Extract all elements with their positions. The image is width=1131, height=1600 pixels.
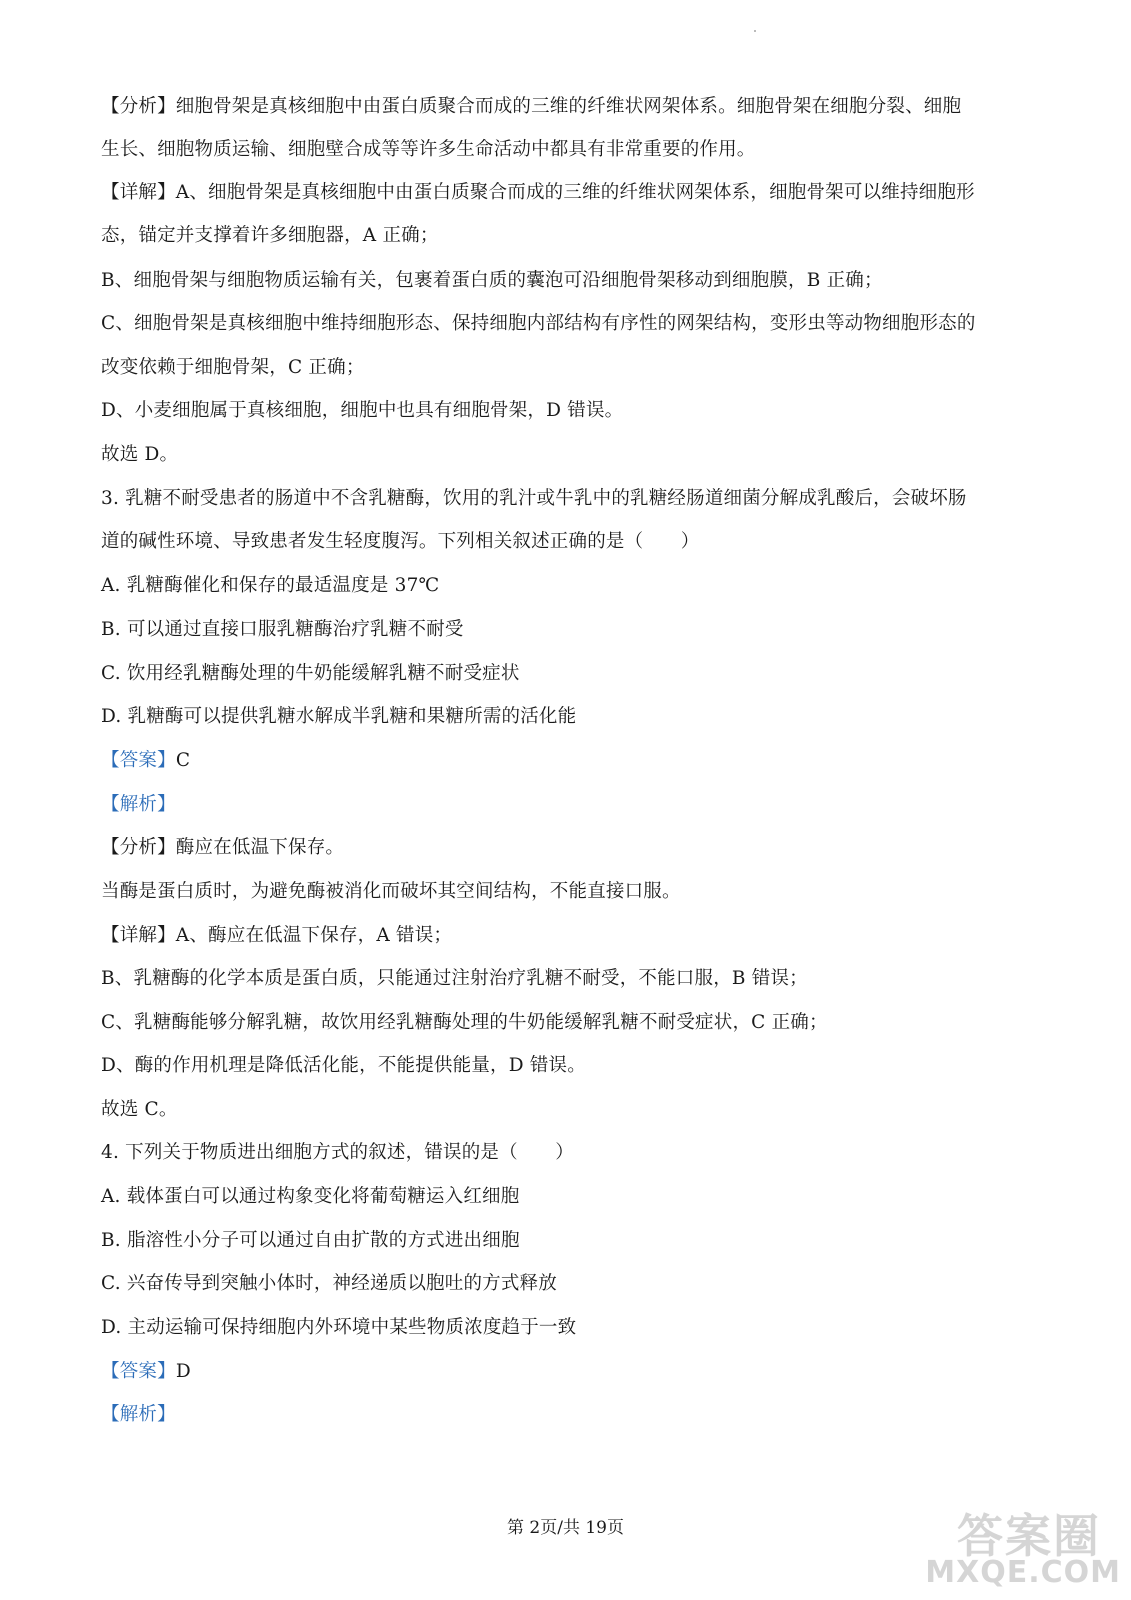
text-line: 改变依赖于细胞骨架，C 正确； xyxy=(101,357,365,378)
analysis-heading: 【解析】 xyxy=(101,794,176,815)
option-d: D. 乳糖酶可以提供乳糖水解成半乳糖和果糖所需的活化能 xyxy=(101,706,577,727)
text-line: 故选 C。 xyxy=(101,1099,178,1120)
option-c: C. 饮用经乳糖酶处理的牛奶能缓解乳糖不耐受症状 xyxy=(101,663,520,684)
watermark-logo xyxy=(921,1500,1121,1590)
text-line: 生长、细胞物质运输、细胞壁合成等等许多生命活动中都具有非常重要的作用。 xyxy=(101,139,756,160)
question-3-stem: 道的碱性环境、导致患者发生轻度腹泻。下列相关叙述正确的是（ ） xyxy=(101,531,700,552)
text-line: 态，锚定并支撑着许多细胞器，A 正确； xyxy=(101,225,439,246)
option-d: D. 主动运输可保持细胞内外环境中某些物质浓度趋于一致 xyxy=(101,1317,577,1338)
text-line: 【详解】A、酶应在低温下保存，A 错误； xyxy=(101,925,453,946)
analysis-heading: 【解析】 xyxy=(101,1404,176,1425)
text-line: 【详解】A、细胞骨架是真核细胞中由蛋白质聚合而成的三维的纤维状网架体系，细胞骨架可以维持细胞形 xyxy=(101,182,975,203)
option-a: A. 载体蛋白可以通过构象变化将葡萄糖运入红细胞 xyxy=(101,1186,520,1207)
watermark-text-top: 答案圈 xyxy=(957,1509,1101,1563)
watermark-text-bottom: MXQE.COM xyxy=(925,1555,1121,1590)
question-3-stem: 3. 乳糖不耐受患者的肠道中不含乳糖酶，饮用的乳汁或牛乳中的乳糖经肠道细菌分解成乳酸后，会破坏肠 xyxy=(101,488,967,509)
text-line: D、小麦细胞属于真核细胞，细胞中也具有细胞骨架，D 错误。 xyxy=(101,400,624,421)
option-b: B. 可以通过直接口服乳糖酶治疗乳糖不耐受 xyxy=(101,619,464,640)
scan-speck xyxy=(754,30,756,32)
text-line: D、酶的作用机理是降低活化能，不能提供能量，D 错误。 xyxy=(101,1055,586,1076)
answer-label: 【答案】 xyxy=(101,750,176,771)
text-line: B、细胞骨架与细胞物质运输有关，包裹着蛋白质的囊泡可沿细胞骨架移动到细胞膜，B 正确； xyxy=(101,270,883,291)
text-line: B、乳糖酶的化学本质是蛋白质，只能通过注射治疗乳糖不耐受，不能口服，B 错误； xyxy=(101,968,808,989)
question-4-stem: 4. 下列关于物质进出细胞方式的叙述，错误的是（ ） xyxy=(101,1142,574,1163)
answer-line xyxy=(101,748,190,774)
answer-label: 【答案】 xyxy=(101,1361,176,1382)
text-line: C、乳糖酶能够分解乳糖，故饮用经乳糖酶处理的牛奶能缓解乳糖不耐受症状，C 正确； xyxy=(101,1012,828,1033)
text-line: 【分析】酶应在低温下保存。 xyxy=(101,837,345,858)
text-line: 当酶是蛋白质时，为避免酶被消化而破坏其空间结构，不能直接口服。 xyxy=(101,881,681,902)
page-footer: 第 2页/共 19页 xyxy=(507,1518,624,1538)
answer-value: D xyxy=(175,1361,191,1382)
option-b: B. 脂溶性小分子可以通过自由扩散的方式进出细胞 xyxy=(101,1230,520,1251)
text-line: C、细胞骨架是真核细胞中维持细胞形态、保持细胞内部结构有序性的网架结构，变形虫等动物细胞形态的 xyxy=(101,313,976,334)
answer-line xyxy=(101,1359,191,1385)
option-a: A. 乳糖酶催化和保存的最适温度是 37℃ xyxy=(101,575,440,596)
text-line: 故选 D。 xyxy=(101,444,179,465)
option-c: C. 兴奋传导到突触小体时，神经递质以胞吐的方式释放 xyxy=(101,1273,557,1294)
text-line: 【分析】细胞骨架是真核细胞中由蛋白质聚合而成的三维的纤维状网架体系。细胞骨架在细胞分裂、细胞 xyxy=(101,96,962,117)
answer-value: C xyxy=(175,750,191,771)
